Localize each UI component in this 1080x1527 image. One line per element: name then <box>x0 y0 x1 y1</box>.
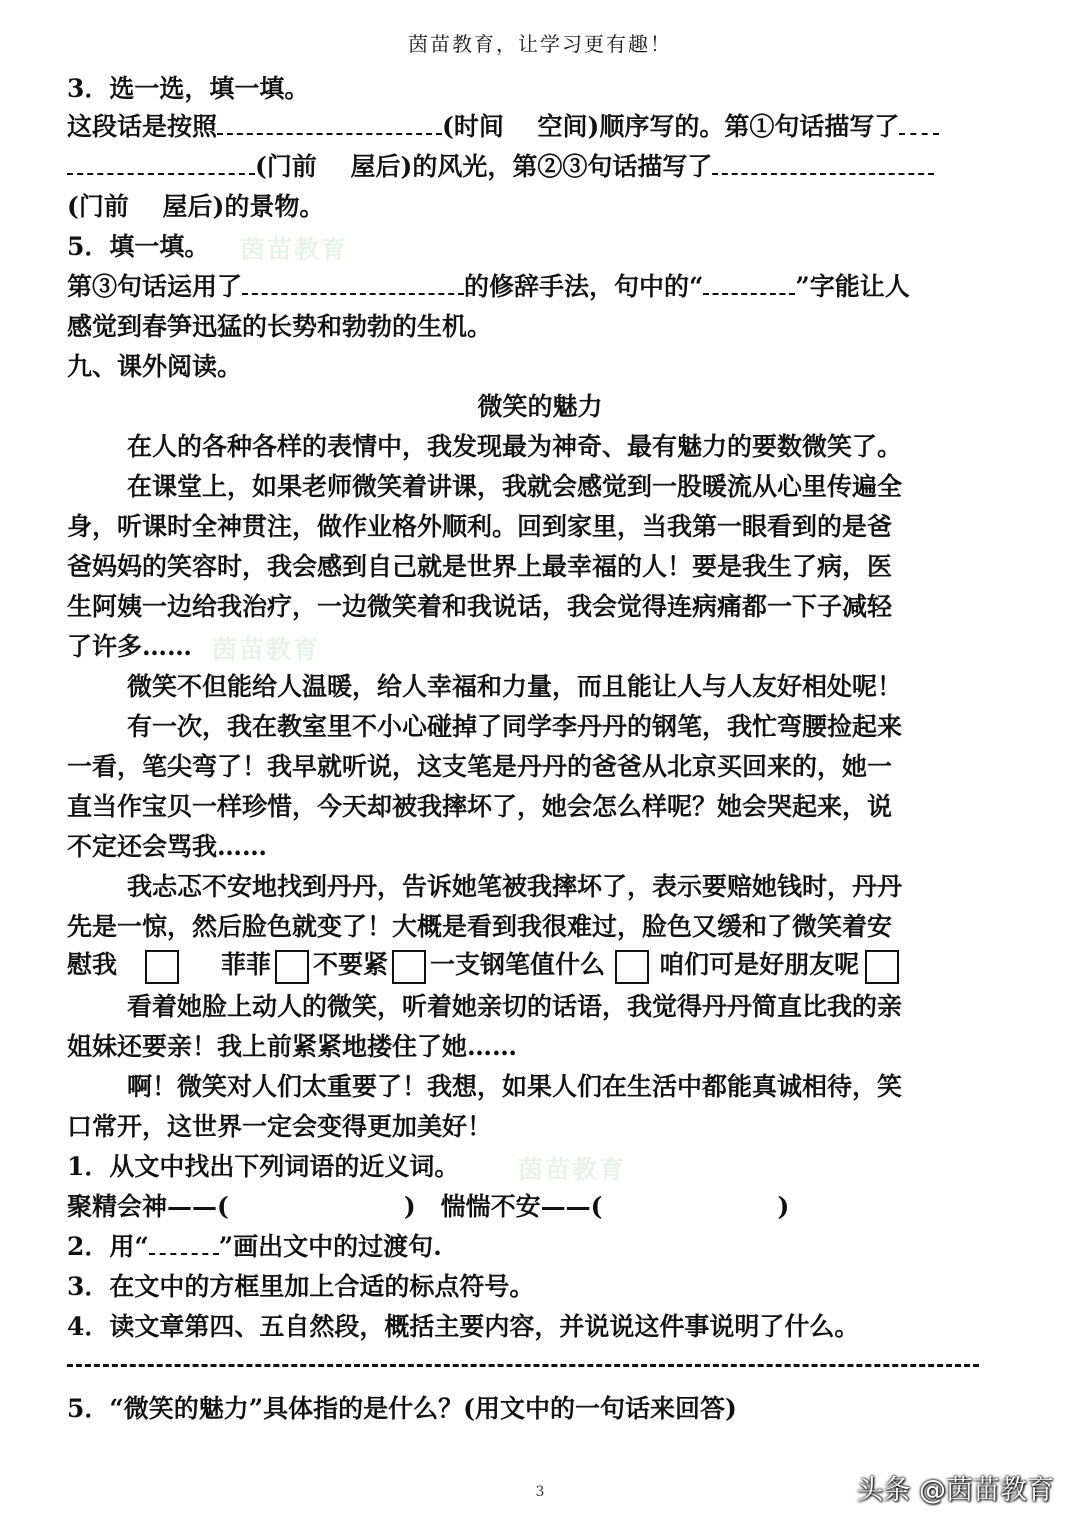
paragraph-line: 一看，笔尖弯了！我早就听说，这支笔是丹丹的爸爸从北京买回来的，她一 <box>67 752 893 781</box>
paragraph: 在人的各种各样的表情中，我发现最为神奇、最有魅力的要数微笑了。 <box>127 432 903 461</box>
watermark: 茵苗教育 <box>240 235 349 264</box>
q3-line1 <box>67 110 1017 144</box>
q5-text-b: 的修辞手法，句中的“ <box>464 272 704 301</box>
paragraph-line: 先是一惊，然后脸色就变了！大概是看到我很难过，脸色又缓和了微笑着安 <box>67 912 893 941</box>
question-1: 1．从文中找出下列词语的近义词。 <box>67 1152 460 1181</box>
q3-line2 <box>67 150 1017 184</box>
punctuation-box[interactable] <box>145 950 179 984</box>
text-segment: 一支钢笔值什么 <box>430 950 606 979</box>
watermark: 茵苗教育 <box>212 635 321 664</box>
fill-blank[interactable] <box>217 113 442 135</box>
section-heading: 九、课外阅读。 <box>67 352 243 381</box>
q5-text-a: 第③句话运用了 <box>67 272 243 301</box>
synonym-a: 聚精会神——( <box>67 1192 229 1221</box>
underline-sample <box>149 1233 219 1255</box>
punctuation-box[interactable] <box>615 950 649 984</box>
q3-text-c: (门前 屋后)的风光，第②③句话描写了 <box>255 152 713 181</box>
paragraph: 有一次，我在教室里不小心碰掉了同学李丹丹的钢笔，我忙弯腰捡起来 <box>127 712 903 741</box>
synonym-b: ) 惴惴不安——( <box>403 1192 603 1221</box>
paragraph: 啊！微笑对人们太重要了！我想，如果人们在生活中都能真诚相待，笑 <box>127 1072 903 1101</box>
q5-line1 <box>67 270 1017 304</box>
question-1-answer <box>67 1190 1017 1224</box>
paragraph: 微笑不但能给人温暖，给人幸福和力量，而且能让人与人友好相处呢！ <box>127 672 903 701</box>
answer-line[interactable] <box>67 1364 979 1367</box>
paragraph-line: 了许多…… <box>67 632 193 661</box>
q3-text-b: (时间 空间)顺序写的。第①句话描写了 <box>442 112 900 141</box>
paragraph: 在课堂上，如果老师微笑着讲课，我就会感觉到一股暖流从心里传遍全 <box>127 472 903 501</box>
paragraph-line: 口常开，这世界一定会变得更加美好！ <box>67 1112 493 1141</box>
paragraph-line: 姐妹还要亲！我上前紧紧地搂住了她…… <box>67 1032 518 1061</box>
paragraph: 我忐忑不安地找到丹丹，告诉她笔被我摔坏了，表示要赔她钱时，丹丹 <box>127 872 903 901</box>
synonym-close: ) <box>777 1192 790 1221</box>
fill-blank[interactable] <box>712 153 934 175</box>
punctuation-box[interactable] <box>275 950 309 984</box>
punctuation-box[interactable] <box>392 950 426 984</box>
fill-blank[interactable] <box>242 273 464 295</box>
q3-text-a: 这段话是按照 <box>67 112 218 141</box>
question-2 <box>67 1230 1017 1264</box>
attribution-watermark: 头条 @茵苗教育 <box>856 1475 1054 1506</box>
q5-text-c: ”字能让人 <box>795 272 910 301</box>
question-3: 3．在文中的方框里加上合适的标点符号。 <box>67 1272 535 1301</box>
paragraph-line: 生阿姨一边给我治疗，一边微笑着和我说话，我会觉得连病痛都一下子减轻 <box>67 592 893 621</box>
question-2-a: 2．用“ <box>67 1232 149 1261</box>
q5-title: 5．填一填。 <box>67 232 210 261</box>
text-segment: 不要紧 <box>313 950 389 979</box>
paragraph-line: 身，听课时全神贯注，做作业格外顺利。回到家里，当我第一眼看到的是爸 <box>67 512 893 541</box>
q3-title: 3．选一选，填一填。 <box>67 74 310 103</box>
text-segment: 咱们可是好朋友呢 <box>659 950 860 979</box>
paragraph-line: 爸妈妈的笑容时，我会感到自己就是世界上最幸福的人！要是我生了病，医 <box>67 552 893 581</box>
question-5: 5．“微笑的魅力”具体指的是什么？(用文中的一句话来回答) <box>67 1394 737 1423</box>
question-2-b: ”画出文中的过渡句. <box>218 1232 442 1261</box>
q3-line3: (门前 屋后)的景物。 <box>67 192 325 221</box>
text-segment: 菲菲 <box>221 950 272 979</box>
watermark: 茵苗教育 <box>518 1155 627 1184</box>
question-4: 4．读文章第四、五自然段，概括主要内容，并说说这件事说明了什么。 <box>67 1312 860 1341</box>
fill-blank[interactable] <box>899 113 939 135</box>
fill-blank[interactable] <box>67 153 255 175</box>
punctuation-box[interactable] <box>865 950 899 984</box>
page-number: 3 <box>535 1484 545 1500</box>
article-title: 微笑的魅力 <box>477 392 603 421</box>
paragraph-line: 不定还会骂我…… <box>67 832 268 861</box>
page-header: 茵苗教育，让学习更有趣！ <box>408 32 672 56</box>
q5-line2: 感觉到春笋迅猛的长势和勃勃的生机。 <box>67 312 493 341</box>
paragraph-line: 直当作宝贝一样珍惜，今天却被我摔坏了，她会怎么样呢？她会哭起来，说 <box>67 792 893 821</box>
text-segment: 慰我 <box>67 950 118 979</box>
paragraph-punctuation-line <box>67 948 1017 984</box>
fill-blank[interactable] <box>703 273 795 295</box>
paragraph: 看着她脸上动人的微笑，听着她亲切的话语，我觉得丹丹简直比我的亲 <box>127 992 903 1021</box>
